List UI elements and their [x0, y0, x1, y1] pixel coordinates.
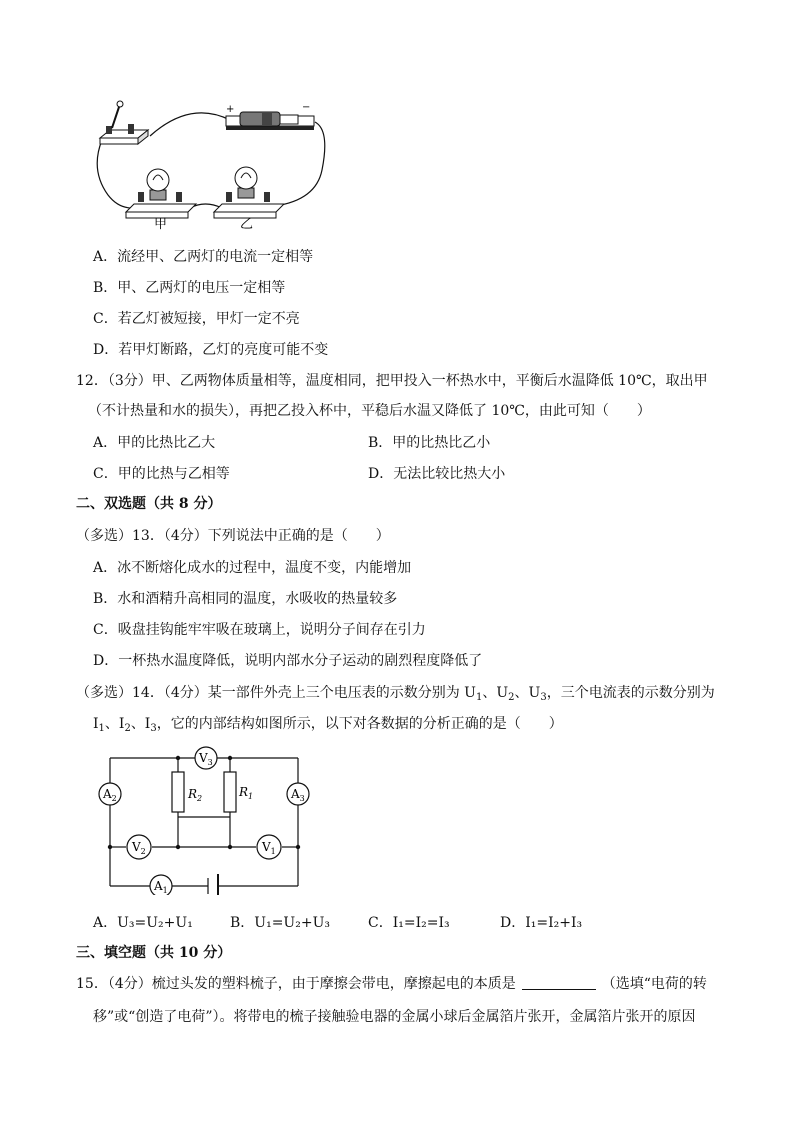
lamp-b-label: 乙	[240, 217, 254, 230]
switch-icon	[100, 101, 148, 144]
q12-stem-line1: 12．（3分）甲、乙两物体质量相等，温度相同，把甲投入一杯热水中，平衡后水温降低 10℃，取出甲	[76, 373, 708, 389]
q11-option-d: D．若甲灯断路，乙灯的亮度可能不变	[93, 342, 329, 358]
lamp-a-icon	[126, 169, 196, 218]
q13-option-b: B．水和酒精升高相同的温度，水吸收的热量较多	[93, 591, 398, 607]
q14-option-b: B．U₁=U₂+U₃	[230, 915, 330, 931]
voltmeter-v3-label: $V_3$	[199, 751, 213, 767]
ammeter-a1-label: $A_1$	[154, 879, 168, 895]
q11-option-b: B．甲、乙两灯的电压一定相等	[93, 280, 286, 296]
q14-option-a: A．U₃=U₂+U₁	[93, 915, 193, 931]
answer-blank[interactable]	[522, 975, 596, 990]
q11-option-c: C．若乙灯被短接，甲灯一定不亮	[93, 311, 300, 327]
q13-option-d: D．一杯热水温度降低，说明内部水分子运动的剧烈程度降低了	[93, 653, 483, 669]
resistor-r2-icon	[172, 772, 184, 812]
q12-stem-line2: （不计热量和水的损失），再把乙投入杯中，平稳后水温又降低了 10℃，由此可知（ ）	[88, 403, 651, 419]
q13-option-c: C．吸盘挂钩能牢牢吸在玻璃上，说明分子间存在引力	[93, 622, 426, 638]
ammeter-a2-label: $A_2$	[103, 787, 117, 803]
q12-option-b: B．甲的比热比乙小	[368, 435, 491, 451]
battery-icon	[226, 102, 314, 130]
ammeter-a3-label: $A_3$	[291, 787, 305, 803]
q14-stem-line1: （多选）14．（4分）某一部件外壳上三个电压表的示数分别为 $U_1$、$U_2$、$U_3$，三个电流表的示数分别为	[76, 685, 715, 703]
q14-option-c: C．I₁=I₂=I₃	[368, 915, 450, 931]
q12-option-c: C．甲的比热与乙相等	[93, 466, 230, 482]
q14-option-d: D．I₁=I₂+I₃	[500, 915, 583, 931]
q14-stem-line2: $I_1$、$I_2$、$I_3$，它的内部结构如图所示，以下对各数据的分析正确的是（ ）	[93, 716, 563, 734]
resistor-r2-label: $R_2$	[188, 787, 203, 803]
q12-option-d: D．无法比较比热大小	[368, 466, 506, 482]
lamp-b-icon	[214, 167, 284, 218]
q12-option-a: A．甲的比热比乙大	[93, 435, 216, 451]
voltmeter-v1-label: $V_1$	[262, 840, 276, 856]
battery-minus-label: −	[302, 102, 311, 113]
section-heading-fill-blank: 三、填空题（共 10 分）	[76, 945, 232, 961]
resistor-r1-label: $R_1$	[239, 785, 254, 801]
battery-plus-label: +	[226, 104, 235, 115]
section-heading-double-choice: 二、双选题（共 8 分）	[76, 496, 222, 512]
q13-stem: （多选）13．（4分）下列说法中正确的是（ ）	[76, 528, 390, 544]
circuit-figure-meters	[90, 740, 320, 895]
q13-option-a: A．冰不断熔化成水的过程中，温度不变，内能增加	[93, 560, 412, 576]
circuit-figure-lamps	[90, 100, 340, 230]
q11-option-a: A．流经甲、乙两灯的电流一定相等	[93, 249, 314, 265]
lamp-a-label: 甲	[154, 217, 168, 230]
voltmeter-v2-label: $V_2$	[132, 840, 146, 856]
resistor-r1-icon	[224, 772, 236, 812]
q15-stem-line2: 移”或“创造了电荷”）。将带电的梳子接触验电器的金属小球后金属箔片张开，金属箔片张开的原因	[93, 1009, 696, 1025]
q15-stem-line1: 15．（4分）梳过头发的塑料梳子，由于摩擦会带电，摩擦起电的本质是 （选填“电荷的转	[76, 976, 707, 992]
